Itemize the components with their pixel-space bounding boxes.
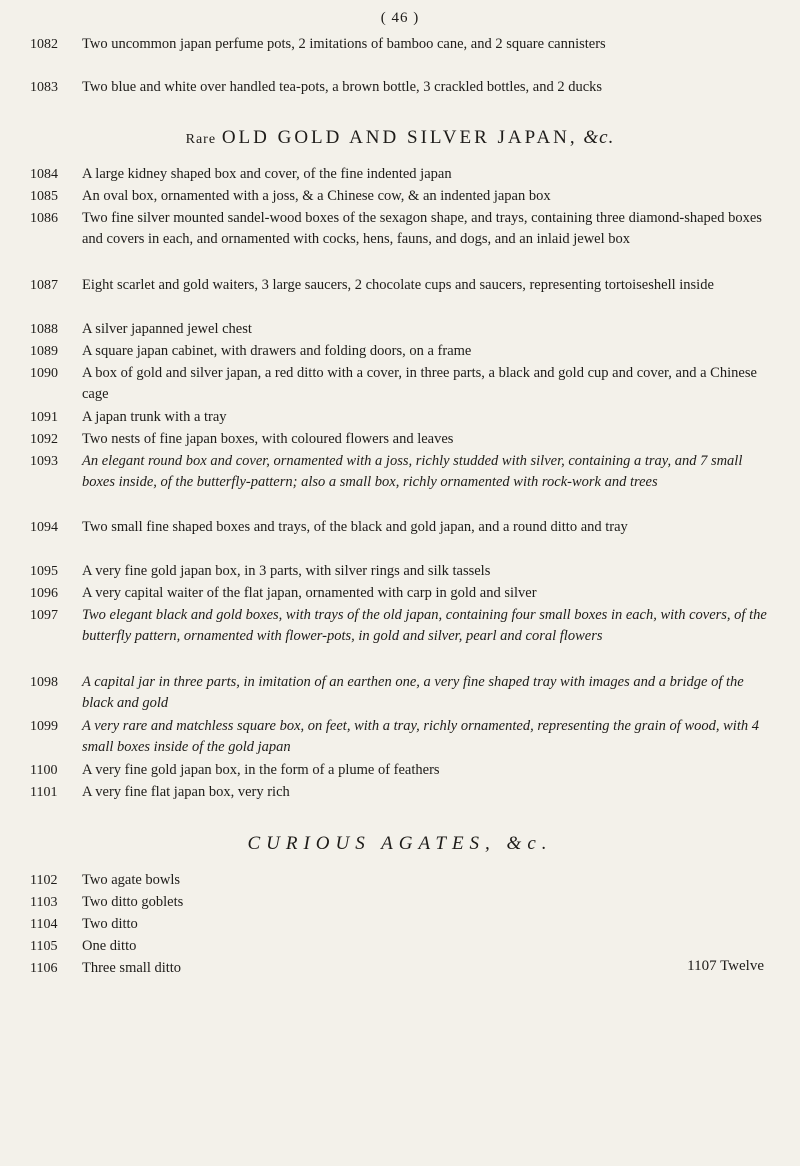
section-heading-japan bbox=[0, 127, 800, 149]
lot-1096 bbox=[30, 583, 770, 604]
lot-number: 1098 bbox=[30, 675, 58, 690]
section-heading-agates bbox=[0, 833, 800, 855]
lot-number: 1087 bbox=[30, 278, 58, 293]
lot-number: 1094 bbox=[30, 520, 58, 535]
lot-number: 1082 bbox=[30, 37, 58, 52]
lot-1106 bbox=[30, 958, 770, 979]
lot-number: 1083 bbox=[30, 80, 58, 95]
lot-number: 1088 bbox=[30, 322, 58, 337]
lot-number: 1096 bbox=[30, 586, 58, 601]
lot-1083 bbox=[30, 77, 770, 98]
lot-description: A box of gold and silver japan, a red ditto with a cover, in three parts, a black and gold cup and cover, and a Chinese cage bbox=[82, 365, 757, 403]
lot-description: An oval box, ornamented with a joss, & a Chinese cow, & an indented japan box bbox=[82, 188, 551, 204]
lot-1092 bbox=[30, 429, 770, 450]
lot-1105 bbox=[30, 936, 770, 957]
lot-description: Two elegant black and gold boxes, with trays of the old japan, containing four small boxes in each, with covers, of the butterfly pattern, ornamented with flower-pots, in gold and silver, pearl and coral flowers bbox=[82, 607, 767, 645]
lot-number: 1095 bbox=[30, 564, 58, 579]
lot-1100 bbox=[30, 760, 770, 781]
lot-1102 bbox=[30, 870, 770, 891]
lot-description: A very fine gold japan box, in the form of a plume of feathers bbox=[82, 762, 440, 778]
lot-description: Two small fine shaped boxes and trays, of the black and gold japan, and a round ditto and tray bbox=[82, 519, 628, 535]
lot-description: A capital jar in three parts, in imitation of an earthen one, a very fine shaped tray with images and a bridge of the black and gold bbox=[82, 674, 744, 712]
lot-number: 1103 bbox=[30, 895, 58, 910]
lot-description: One ditto bbox=[82, 938, 137, 954]
lot-number: 1099 bbox=[30, 719, 58, 734]
lot-1097 bbox=[30, 605, 770, 648]
lot-description: A very capital waiter of the flat japan, ornamented with carp in gold and silver bbox=[82, 585, 537, 601]
lot-description: A silver japanned jewel chest bbox=[82, 321, 252, 337]
lot-number: 1104 bbox=[30, 917, 58, 932]
lot-description: Two ditto bbox=[82, 916, 138, 932]
lot-1084 bbox=[30, 164, 770, 185]
lot-number: 1085 bbox=[30, 189, 58, 204]
lot-number: 1086 bbox=[30, 211, 58, 226]
catchword: 1107 Twelve bbox=[687, 958, 764, 974]
lot-description: A very fine gold japan box, in 3 parts, with silver rings and silk tassels bbox=[82, 563, 491, 579]
page-number: ( 46 ) bbox=[380, 10, 420, 26]
lot-number: 1090 bbox=[30, 366, 58, 381]
lot-description: Two ditto goblets bbox=[82, 894, 184, 910]
heading-etc: &c. bbox=[506, 833, 553, 854]
lot-description: A japan trunk with a tray bbox=[82, 409, 227, 425]
lot-number: 1091 bbox=[30, 410, 58, 425]
lot-description: Two agate bowls bbox=[82, 872, 181, 888]
lot-description: A very fine flat japan box, very rich bbox=[82, 784, 290, 800]
heading-rare: Rare bbox=[185, 132, 217, 147]
lot-description: Two nests of fine japan boxes, with coloured flowers and leaves bbox=[82, 431, 454, 447]
heading-etc: &c. bbox=[583, 127, 615, 148]
lot-1104 bbox=[30, 914, 770, 935]
lot-1093 bbox=[30, 451, 770, 494]
lot-1089 bbox=[30, 341, 770, 362]
lot-description: Two blue and white over handled tea-pots, a brown bottle, 3 crackled bottles, and 2 ducks bbox=[82, 79, 603, 95]
heading-title: OLD GOLD AND SILVER JAPAN, bbox=[221, 127, 578, 148]
lot-number: 1093 bbox=[30, 454, 58, 469]
lot-description: Eight scarlet and gold waiters, 3 large saucers, 2 chocolate cups and saucers, representing tortoiseshell inside bbox=[82, 277, 714, 293]
lot-1091 bbox=[30, 407, 770, 428]
lot-number: 1102 bbox=[30, 873, 58, 888]
lot-number: 1092 bbox=[30, 432, 58, 447]
lot-description: Two fine silver mounted sandel-wood boxes of the sexagon shape, and trays, containing three diamond-shaped boxes and covers in each, and ornamented with cocks, hens, fauns, and dogs, and an inlaid jewel box bbox=[82, 210, 762, 248]
lot-description: Two uncommon japan perfume pots, 2 imitations of bamboo cane, and 2 square cannisters bbox=[82, 36, 606, 52]
lot-description: A square japan cabinet, with drawers and folding doors, on a frame bbox=[82, 343, 472, 359]
lot-description: A large kidney shaped box and cover, of the fine indented japan bbox=[82, 166, 452, 182]
lot-1098 bbox=[30, 672, 770, 715]
lot-1094 bbox=[30, 517, 770, 538]
lot-1087 bbox=[30, 275, 770, 296]
lot-number: 1100 bbox=[30, 763, 58, 778]
lot-number: 1101 bbox=[30, 785, 58, 800]
lot-number: 1106 bbox=[30, 961, 58, 976]
lot-description: A very rare and matchless square box, on feet, with a tray, richly ornamented, representing the grain of wood, with 4 small boxes inside of the gold japan bbox=[82, 718, 759, 756]
lot-1103 bbox=[30, 892, 770, 913]
lot-1088 bbox=[30, 319, 770, 340]
lot-number: 1089 bbox=[30, 344, 58, 359]
lot-1099 bbox=[30, 716, 770, 759]
lot-number: 1105 bbox=[30, 939, 58, 954]
lot-1101 bbox=[30, 782, 770, 803]
lot-1086 bbox=[30, 208, 770, 251]
heading-title: CURIOUS AGATES, bbox=[247, 833, 496, 854]
lot-1090 bbox=[30, 363, 770, 406]
lot-1085 bbox=[30, 186, 770, 207]
lot-number: 1097 bbox=[30, 608, 58, 623]
lot-1095 bbox=[30, 561, 770, 582]
lot-description: Three small ditto bbox=[82, 960, 182, 976]
lot-description: An elegant round box and cover, ornamented with a joss, richly studded with silver, containing a tray, and 7 small boxes inside, of the butterfly-pattern; also a small box, richly ornamented with rock-work and trees bbox=[82, 453, 743, 491]
lot-number: 1084 bbox=[30, 167, 58, 182]
lot-1082 bbox=[30, 34, 770, 55]
